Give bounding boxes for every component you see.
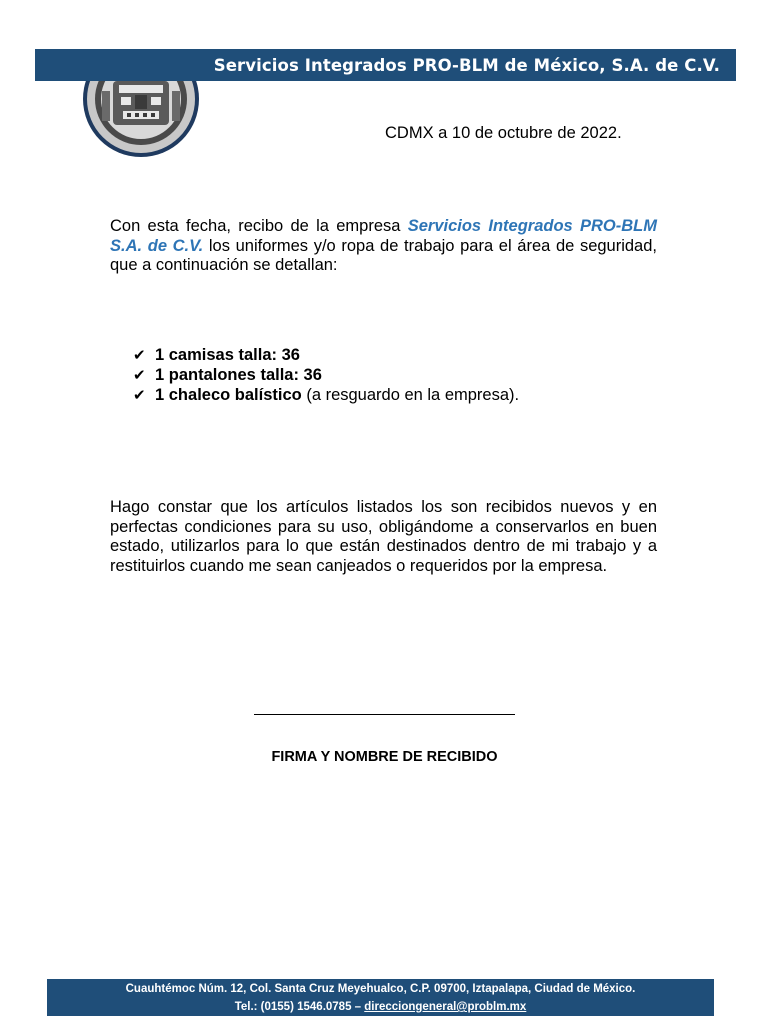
footer-bar — [47, 979, 714, 1016]
signature-line — [254, 714, 515, 715]
item-note: (a resguardo en la empresa). — [301, 386, 520, 404]
date-line: CDMX a 10 de octubre de 2022. — [385, 124, 622, 142]
intro-paragraph — [110, 217, 657, 276]
aztec-mask-logo-icon — [82, 81, 200, 157]
intro-prefix: Con esta fecha, recibo de la empresa — [110, 217, 408, 235]
checkmark-icon: ✔ — [133, 366, 146, 384]
signature-label: FIRMA Y NOMBRE DE RECIBIDO — [271, 749, 498, 765]
item-label: 1 camisas talla: 36 — [155, 346, 300, 364]
list-item — [133, 345, 519, 365]
footer-email-link[interactable]: direcciongeneral@problm.mx — [364, 1001, 527, 1013]
list-item — [133, 365, 519, 385]
footer-contact — [47, 998, 714, 1016]
item-label: 1 chaleco balístico — [155, 386, 302, 404]
company-title: Servicios Integrados PRO-BLM de México, S.A. de C.V. — [213, 56, 720, 75]
footer-phone: Tel.: (0155) 1546.0785 – — [234, 1001, 365, 1013]
intro-company-name: Servicios Integrados PRO-BLM S.A. de C.V. — [110, 217, 657, 255]
footer-address: Cuauhtémoc Núm. 12, Col. Santa Cruz Meyehualco, C.P. 09700, Iztapalapa, Ciudad de México. — [125, 983, 636, 995]
intro-suffix: los uniformes y/o ropa de trabajo para el área de seguridad, que a continuación se detallan: — [110, 236, 657, 274]
checkmark-icon: ✔ — [133, 346, 146, 364]
items-list — [133, 345, 519, 405]
item-label: 1 pantalones talla: 36 — [155, 366, 322, 384]
checkmark-icon: ✔ — [133, 386, 146, 404]
list-item — [133, 385, 519, 405]
header-bar — [35, 49, 736, 81]
company-logo — [82, 81, 200, 157]
statement-paragraph: Hago constar que los artículos listados los son recibidos nuevos y en perfectas condiciones para su uso, obligándome a conservarlos en buen estado, utilizarlos para lo que están destinados dentro de mi trabajo y a restituirlos cuando me sean canjeados o requeridos por la empresa. — [110, 498, 657, 575]
